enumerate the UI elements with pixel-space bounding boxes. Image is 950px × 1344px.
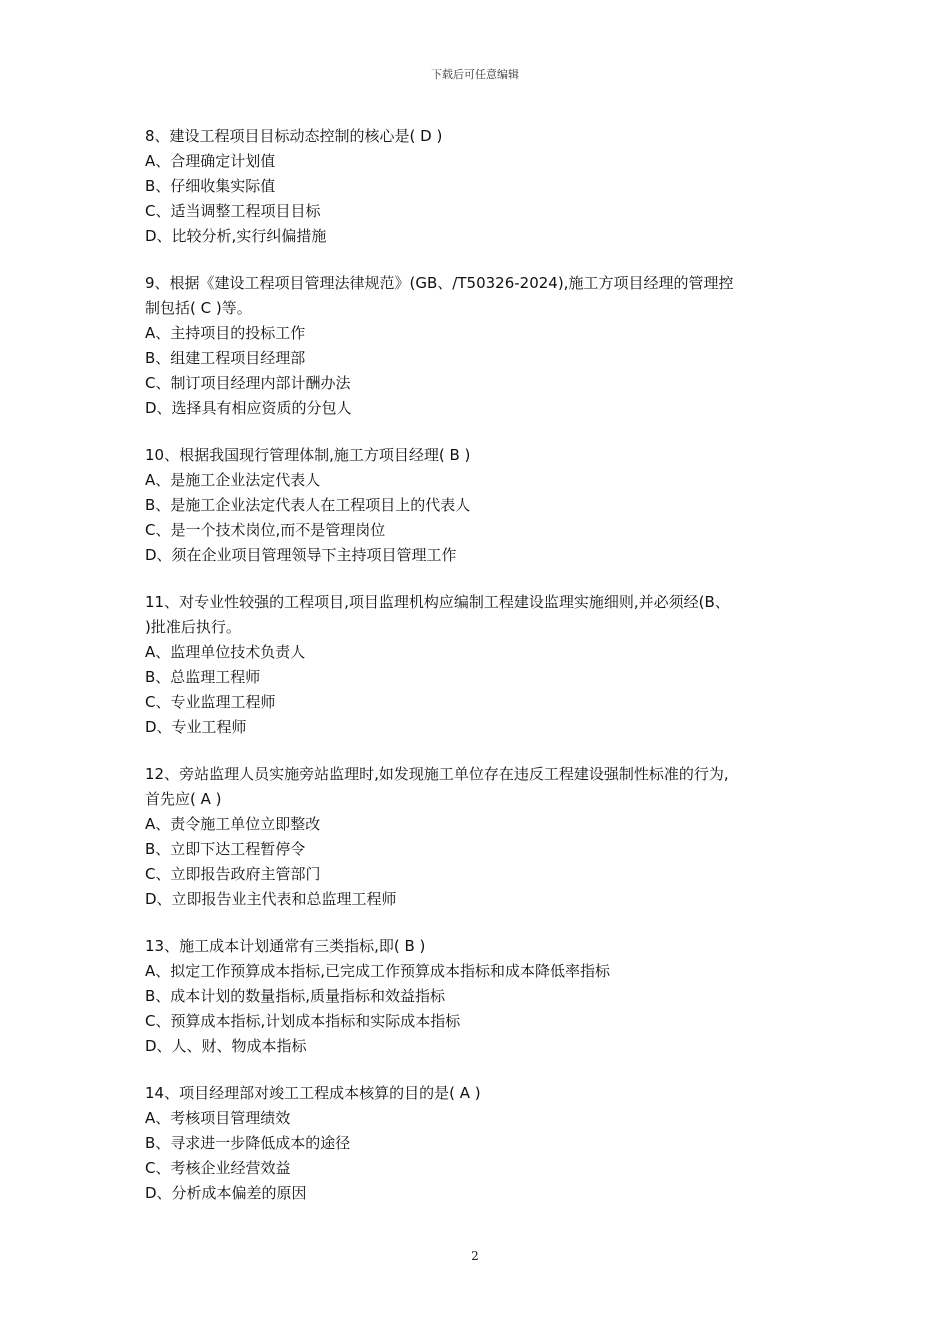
question-11 — [145, 590, 810, 740]
option-d: D、立即报告业主代表和总监理工程师 — [145, 890, 397, 908]
option-a: A、拟定工作预算成本指标,已完成工作预算成本指标和成本降低率指标 — [145, 962, 611, 980]
option-c: C、立即报告政府主管部门 — [145, 865, 321, 883]
option-c: C、预算成本指标,计划成本指标和实际成本指标 — [145, 1012, 461, 1030]
option-b: B、成本计划的数量指标,质量指标和效益指标 — [145, 987, 446, 1005]
page-header: 下载后可任意编辑 — [431, 68, 519, 81]
option-d: D、须在企业项目管理领导下主持项目管理工作 — [145, 546, 457, 564]
question-12 — [145, 762, 810, 912]
option-b: B、立即下达工程暂停令 — [145, 840, 306, 858]
option-d: D、比较分析,实行纠偏措施 — [145, 227, 327, 245]
question-list — [145, 124, 810, 1228]
question-text-continued: )批准后执行。 — [145, 618, 241, 636]
option-b: B、是施工企业法定代表人在工程项目上的代表人 — [145, 496, 471, 514]
option-d: D、人、财、物成本指标 — [145, 1037, 307, 1055]
option-a: A、监理单位技术负责人 — [145, 643, 306, 661]
option-b: B、总监理工程师 — [145, 668, 261, 686]
option-a: A、是施工企业法定代表人 — [145, 471, 321, 489]
option-a: A、合理确定计划值 — [145, 152, 276, 170]
option-b: B、组建工程项目经理部 — [145, 349, 306, 367]
option-b: B、寻求进一步降低成本的途径 — [145, 1134, 351, 1152]
option-c: C、是一个技术岗位,而不是管理岗位 — [145, 521, 386, 539]
option-d: D、专业工程师 — [145, 718, 247, 736]
question-text-continued: 首先应( A ) — [145, 790, 222, 808]
question-text: 8、建设工程项目目标动态控制的核心是( D ) — [145, 127, 443, 145]
option-d: D、选择具有相应资质的分包人 — [145, 399, 352, 417]
question-text: 12、旁站监理人员实施旁站监理时,如发现施工单位存在违反工程建设强制性标准的行为, — [145, 765, 729, 783]
question-13 — [145, 934, 810, 1059]
question-text: 10、根据我国现行管理体制,施工方项目经理( B ) — [145, 446, 471, 464]
question-text: 11、对专业性较强的工程项目,项目监理机构应编制工程建设监理实施细则,并必须经(B、 — [145, 593, 730, 611]
question-text: 13、施工成本计划通常有三类指标,即( B ) — [145, 937, 426, 955]
question-text: 14、项目经理部对竣工工程成本核算的目的是( A ) — [145, 1084, 481, 1102]
question-9 — [145, 271, 810, 421]
option-a: A、主持项目的投标工作 — [145, 324, 306, 342]
question-text-continued: 制包括( C )等。 — [145, 299, 252, 317]
option-c: C、制订项目经理内部计酬办法 — [145, 374, 351, 392]
option-c: C、考核企业经营效益 — [145, 1159, 291, 1177]
page-number: 2 — [471, 1249, 479, 1263]
question-14 — [145, 1081, 810, 1206]
question-text: 9、根据《建设工程项目管理法律规范》(GB、/T50326-2024),施工方项目经理的管理控 — [145, 274, 734, 292]
option-c: C、适当调整工程项目目标 — [145, 202, 321, 220]
question-8 — [145, 124, 810, 249]
option-d: D、分析成本偏差的原因 — [145, 1184, 307, 1202]
option-a: A、责令施工单位立即整改 — [145, 815, 321, 833]
question-10 — [145, 443, 810, 568]
option-c: C、专业监理工程师 — [145, 693, 276, 711]
option-b: B、仔细收集实际值 — [145, 177, 276, 195]
option-a: A、考核项目管理绩效 — [145, 1109, 291, 1127]
